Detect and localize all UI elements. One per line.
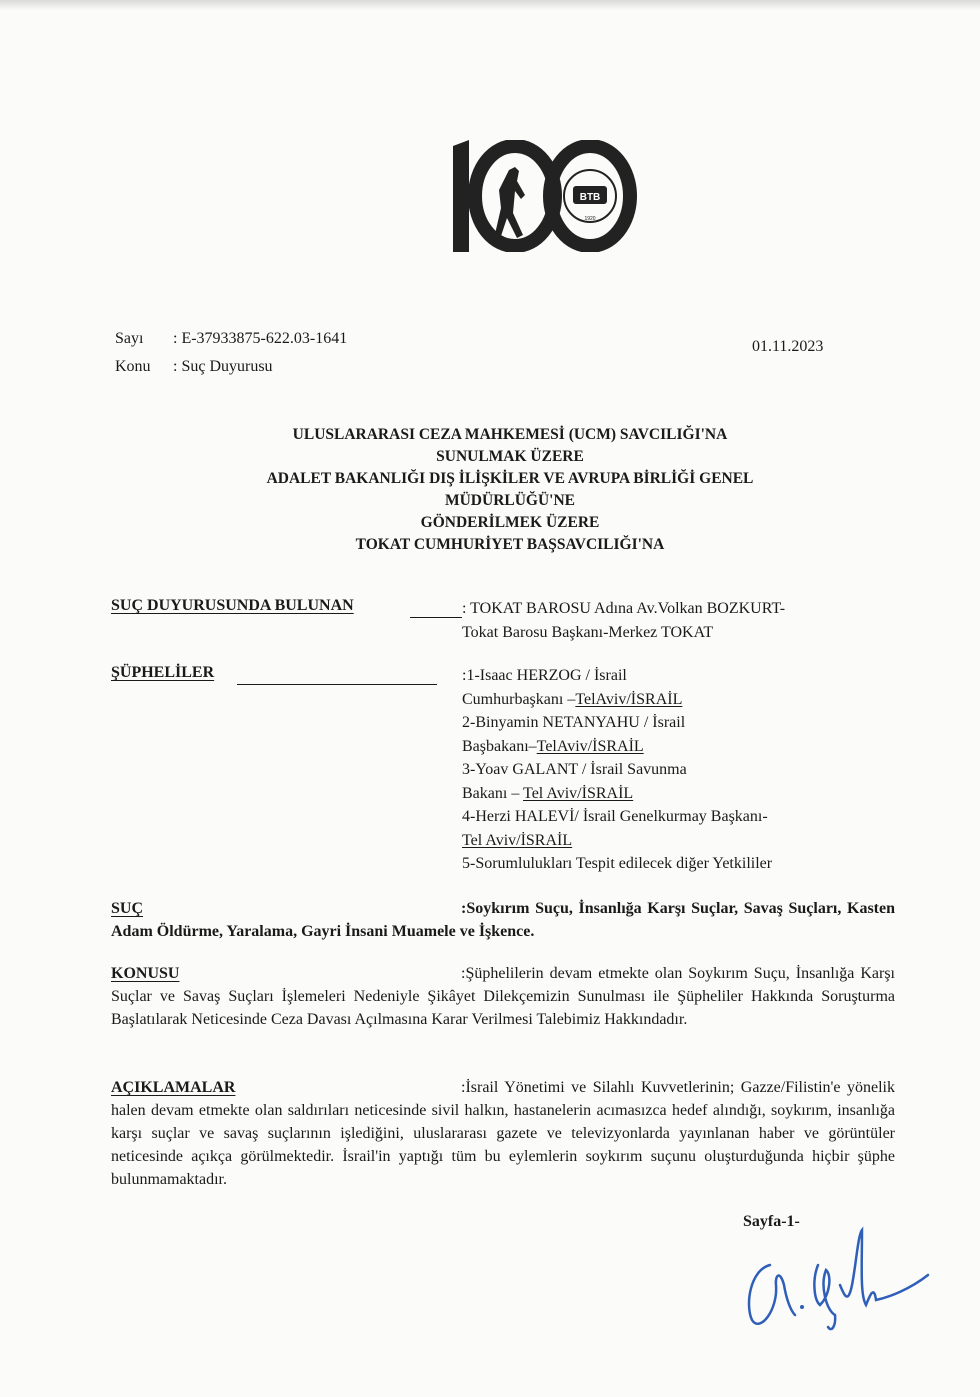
suspect-4-line-2 <box>462 829 892 853</box>
suspect-2-line-2 <box>462 735 892 759</box>
suspects-label: ŞÜPHELİLER <box>111 664 215 681</box>
sayi-label: Sayı <box>115 330 144 347</box>
suspect-3-place: Tel Aviv/İSRAİL <box>523 784 634 802</box>
heading-line-6: TOKAT CUMHURİYET BAŞSAVCILIĞI'NA <box>355 536 665 553</box>
complainant-label: SUÇ DUYURUSUNDA BULUNAN <box>111 597 354 614</box>
addressee-heading <box>160 424 860 556</box>
suspect-4-place: Tel Aviv/İSRAİL <box>462 831 573 849</box>
konu-value: : Suç Duyurusu <box>173 358 273 375</box>
suspect-3-line-2 <box>462 782 892 806</box>
subject-section <box>111 962 895 1031</box>
suspect-1-line-1: :1-Isaac HERZOG / İsrail <box>462 667 627 684</box>
heading-line-1: ULUSLARARASI CEZA MAHKEMESİ (UCM) SAVCILIĞI'NA <box>292 426 728 443</box>
explanations-section <box>111 1076 895 1191</box>
sayi-value: : E-37933875-622.03-1641 <box>173 330 348 347</box>
heading-line-4: MÜDÜRLÜĞÜ'NE <box>444 492 576 509</box>
suspect-3 <box>462 758 892 805</box>
suspect-1-line-2 <box>462 688 892 712</box>
complainant-underline <box>410 617 462 618</box>
subject-label: KONUSU <box>111 965 180 982</box>
suspect-3-line-1: 3-Yoav GALANT / İsrail Savunma <box>462 761 687 778</box>
crime-label: SUÇ <box>111 900 144 917</box>
complainant-line-1: : TOKAT BAROSU Adına Av.Volkan BOZKURT- <box>462 600 786 617</box>
explanations-label: AÇIKLAMALAR <box>111 1079 236 1096</box>
suspect-1-title: Cumhurbaşkanı – <box>462 690 576 708</box>
crime-section <box>111 897 895 943</box>
konu-row <box>115 358 273 376</box>
svg-text:BTB: BTB <box>579 192 601 203</box>
suspect-2-place: TelAviv/İSRAİL <box>536 737 644 755</box>
page-number: Sayfa-1- <box>743 1213 800 1230</box>
suspect-2-title: Başbakanı– <box>462 737 537 755</box>
suspect-2 <box>462 711 892 758</box>
suspect-1-place: TelAviv/İSRAİL <box>575 690 683 708</box>
heading-line-5: GÖNDERİLMEK ÜZERE <box>420 514 600 531</box>
sayi-row <box>115 330 347 348</box>
suspects-list <box>462 664 892 876</box>
centenary-logo <box>445 140 640 252</box>
konu-label: Konu <box>115 358 151 375</box>
explanations-text: :İsrail Yönetimi ve Silahlı Kuvvetlerinin; Gazze/Filistin'e yönelik halen devam etmekte olan saldırıları neticesinde sivil halkın, hastanelerin acımasızca hedef alındığı, soykırım, insanlığa karşı suçlar ve savaş suçlarının işlediğini, uluslararası gazete ve televizyonlarda yayınlanan haber ve görüntüler neticesinde açıkça görülmektedir. İsrail'in yaptığı tüm bu eylemlerin soykırım suçunu oluşturduğunda hiçbir şüphe bulunmamaktadır. <box>111 1079 895 1188</box>
complainant-value <box>462 597 892 644</box>
complainant-line-2: Tokat Barosu Başkanı-Merkez TOKAT <box>462 623 714 641</box>
heading-line-2: SUNULMAK ÜZERE <box>436 448 584 465</box>
signature <box>740 1225 930 1335</box>
suspect-1 <box>462 664 892 711</box>
suspect-2-line-1: 2-Binyamin NETANYAHU / İsrail <box>462 714 686 731</box>
subject-text: :Şüphelilerin devam etmekte olan Soykırım Suçu, İnsanlığa Karşı Suçlar ve Savaş Suçları İşlemeleri Nedeniyle Şikâyet Dilekçemizin Sunulması ile Şüpheliler Hakkında Soruşturma Başlatılarak Neticesinde Ceza Davası Açılmasına Karar Verilmesi Talebimiz Hakkındadır. <box>111 965 895 1028</box>
svg-text:1920: 1920 <box>584 216 596 222</box>
heading-line-3: ADALET BAKANLIĞI DIŞ İLİŞKİLER VE AVRUPA BİRLİĞİ GENEL <box>266 470 754 487</box>
suspects-underline <box>237 684 437 685</box>
scan-edge <box>0 0 980 10</box>
suspect-4 <box>462 805 892 852</box>
suspect-4-line-1: 4-Herzi HALEVİ/ İsrail Genelkurmay Başkanı- <box>462 808 768 825</box>
crime-text: :Soykırım Suçu, İnsanlığa Karşı Suçlar, Savaş Suçları, Kasten Adam Öldürme, Yaralama, Gayri İnsani Muamele ve İşkence. <box>111 900 895 940</box>
suspect-3-title: Bakanı – <box>462 784 524 802</box>
suspect-5: 5-Sorumlulukları Tespit edilecek diğer Yetkililer <box>462 855 773 872</box>
document-date: 01.11.2023 <box>752 338 824 355</box>
